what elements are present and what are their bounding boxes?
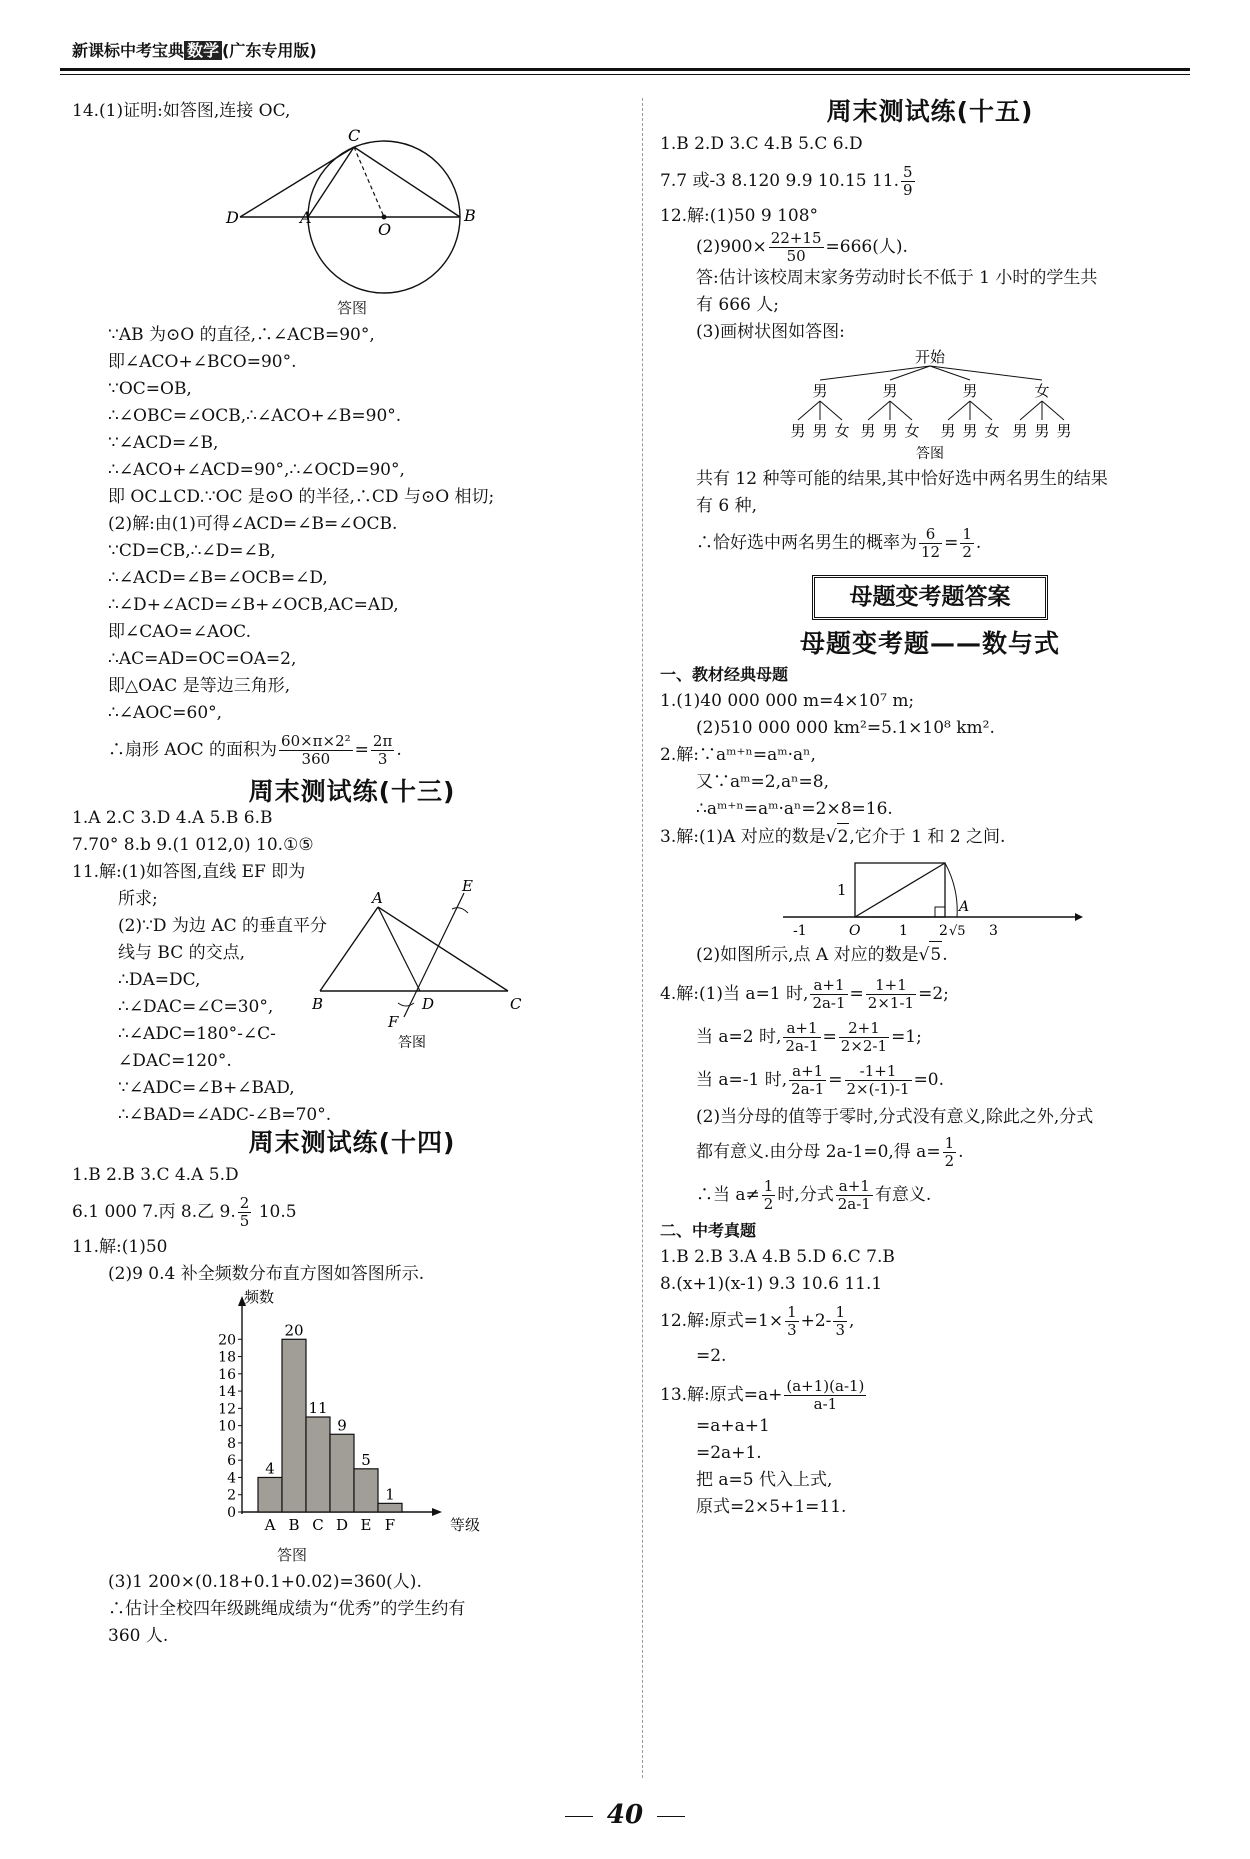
q14-lines <box>72 322 632 768</box>
denominator: 2 <box>962 543 972 561</box>
text: 6.1 000 7.丙 8.乙 9. <box>72 1202 236 1222</box>
tick-label: O <box>849 923 861 939</box>
mt-q2c: ∴aᵐ⁺ⁿ=aᵐ·aⁿ=2×8=16. <box>696 799 893 819</box>
tree-node-level2: 女 <box>834 422 850 440</box>
category-label: F <box>384 1516 396 1534</box>
text: =1; <box>891 1027 922 1047</box>
label-B: B <box>312 995 324 1013</box>
label-C: C <box>510 995 522 1013</box>
numerator: 2+1 <box>839 1020 889 1038</box>
text: ∴当 a≠ <box>696 1185 760 1205</box>
s14-l2: (2)9 0.4 补全频数分布直方图如答图所示. <box>108 1264 425 1284</box>
text: +2- <box>800 1311 832 1331</box>
text: 4.解:(1)当 a=1 时, <box>660 984 809 1004</box>
tree-node-level1: 男 <box>812 382 828 400</box>
tree-node-level2: 男 <box>790 422 806 440</box>
tree-branch <box>820 401 842 420</box>
numerator: (a+1)(a-1) <box>786 1377 865 1395</box>
y-tick-label: 8 <box>227 1435 236 1452</box>
mt-q13-line: 把 a=5 代入上式, <box>696 1470 833 1490</box>
tree-branch <box>1042 401 1064 420</box>
tree-node-level1: 男 <box>882 382 898 400</box>
s14-l4: ∴估计全校四年级跳绳成绩为“优秀”的学生约有 <box>108 1599 466 1619</box>
tree-branch <box>948 401 970 420</box>
tree-node-level2: 男 <box>1056 422 1072 440</box>
s13-row2: 7.70° 8.b 9.(1 012,0) 10.①⑤ <box>72 835 314 855</box>
s15-l3: 答:估计该校周末家务劳动时长不低于 1 小时的学生共 <box>696 268 1098 288</box>
numerator: 6 <box>919 526 942 544</box>
histogram-bar <box>378 1503 402 1512</box>
bar-value-label: 11 <box>308 1399 328 1417</box>
s14-row1: 1.B 2.B 3.C 4.A 5.D <box>72 1165 239 1185</box>
y-tick-label: 14 <box>218 1384 236 1401</box>
fraction <box>762 1178 776 1213</box>
header-rule <box>60 68 1190 71</box>
text: =2; <box>918 984 949 1004</box>
text: 12.解:原式=1× <box>660 1311 784 1331</box>
mt-q13-line: =2a+1. <box>696 1443 762 1463</box>
denominator: 2 <box>944 1152 955 1170</box>
y-tick-label: 4 <box>227 1470 236 1487</box>
s15-l4: 有 666 人; <box>696 295 779 315</box>
s13-fig-caption: 答图 <box>398 1035 426 1051</box>
mt-q13-line: =a+a+1 <box>696 1416 770 1436</box>
mt-q1a: 1.(1)40 000 000 m=4×10⁷ m; <box>660 691 915 711</box>
tree-node-level1: 男 <box>962 382 978 400</box>
tree-diagram <box>780 346 1080 466</box>
text: . <box>942 945 948 965</box>
text: 时,分式 <box>777 1185 834 1205</box>
text: 13.解:原式=a+ <box>660 1385 783 1405</box>
text: . <box>396 740 402 760</box>
s15-rest <box>660 466 1200 561</box>
histogram-bar <box>306 1417 330 1512</box>
fraction <box>901 164 915 199</box>
text: 当 a=2 时, <box>696 1027 782 1047</box>
text: 当 a=-1 时, <box>696 1070 788 1090</box>
numerator: a+1 <box>836 1178 873 1196</box>
s14-l5: 360 人. <box>108 1626 169 1646</box>
y-tick-label: 12 <box>218 1401 236 1418</box>
numerator: 22+15 <box>770 229 822 247</box>
y-tick-label: 10 <box>218 1418 236 1435</box>
s15-l5: (3)画树状图如答图: <box>696 322 845 342</box>
answer-box-title: 母题变考题答案 <box>812 575 1048 620</box>
numerator: 1 <box>763 1177 774 1195</box>
tick-label: √5 <box>949 924 966 939</box>
numerator: 1 <box>962 525 972 543</box>
q14-line: ∴AC=AD=OC=OA=2, <box>108 649 297 669</box>
y-tick-label: 6 <box>227 1453 236 1470</box>
tree-node-level2: 男 <box>882 422 898 440</box>
tick-label: 3 <box>989 923 998 939</box>
category-label: C <box>312 1516 324 1534</box>
label-E: E <box>462 879 473 895</box>
denominator: 3 <box>377 750 388 768</box>
mt-q12b: =2. <box>696 1346 727 1366</box>
mt-q4f <box>660 1178 1200 1213</box>
fraction <box>769 230 824 265</box>
category-label: D <box>335 1516 349 1534</box>
mt-q4a: 4.解:(1)当 a=1 时, $\frac{a+1}{2a-1}$ = $\frac{1+1}{2\times 1-1}$ =2; <box>660 976 949 1012</box>
perpendicular-bisector-figure <box>312 879 542 1059</box>
q14-line: ∴∠ACO+∠ACD=90°,∴∠OCD=90°, <box>108 460 405 480</box>
denominator: 5 <box>239 1212 250 1230</box>
numerator: a+1 <box>783 1020 820 1038</box>
category-label: E <box>360 1516 372 1534</box>
right-column <box>660 98 1200 1521</box>
q14-line: ∴∠AOC=60°, <box>108 703 223 723</box>
mt-q1b: (2)510 000 000 km²=5.1×10⁸ km². <box>696 718 995 738</box>
tree-node-level2: 男 <box>962 422 978 440</box>
page-number <box>0 1800 1250 1830</box>
s15-l2 <box>660 230 1200 265</box>
s15-l7: 有 6 种, <box>696 496 758 516</box>
q14-line: ∵CD=CB,∴∠D=∠B, <box>108 541 276 561</box>
q14-line: 即∠CAO=∠AOC. <box>108 622 251 642</box>
mt-q13-line: 原式=2×5+1=11. <box>696 1497 847 1517</box>
mt-q4b: 当 a=2 时, $\frac{a+1}{2a-1}$ = $\frac{2+1}{2\times 2-1}$ =1; <box>696 1019 922 1055</box>
s13-line: ∴DA=DC, <box>118 970 201 990</box>
tree-branch <box>868 401 890 420</box>
denominator: 2×2-1 <box>840 1037 888 1055</box>
fraction <box>845 1063 912 1098</box>
x-axis-arrow <box>432 1508 442 1516</box>
section-title-13: 周末测试练(十三) <box>248 777 456 806</box>
frequency-histogram <box>192 1288 512 1548</box>
s13-line: 线与 BC 的交点, <box>118 943 246 963</box>
denominator: 2×1-1 <box>867 994 915 1012</box>
fraction <box>839 1020 889 1055</box>
label-F: F <box>388 1013 399 1031</box>
mt-q12 <box>660 1304 1200 1339</box>
denominator: 2a-1 <box>812 994 846 1012</box>
tree-caption: 答图 <box>916 446 944 462</box>
y-tick-label: 2 <box>227 1487 236 1504</box>
bar-value-label: 20 <box>284 1321 304 1340</box>
page-header <box>72 38 317 61</box>
text: =666(人). <box>825 237 908 257</box>
s14-fig-caption: 答图 <box>276 1546 307 1564</box>
q14-sector-area <box>108 733 632 768</box>
tree-branch <box>820 366 930 380</box>
label-D: D <box>422 995 435 1013</box>
tree-node-level2: 女 <box>904 422 920 440</box>
page-number-text: 40 <box>606 1800 644 1830</box>
s14-l1: 11.解:(1)50 <box>72 1237 168 1257</box>
s15-l8: ∴恰好选中两名男生的概率为 $\frac{6}{12}$ = $\frac{1}{2}$ . <box>696 525 982 561</box>
q14-line: ∴∠ACD=∠B=∠OCB=∠D, <box>108 568 328 588</box>
tree-node-level2: 男 <box>1034 422 1050 440</box>
denominator: 360 <box>301 750 331 768</box>
number-line-figure <box>775 851 1085 941</box>
header-subject: 数学 <box>184 41 222 60</box>
s13-line: ∴∠BAD=∠ADC-∠B=70°. <box>118 1105 332 1125</box>
mt-sec1: 一、教材经典母题 <box>660 665 789 684</box>
fraction <box>943 1135 957 1170</box>
q14-line: ∴∠D+∠ACD=∠B+∠OCB,AC=AD, <box>108 595 399 615</box>
fraction <box>279 733 353 768</box>
tree-branch <box>930 366 1042 380</box>
numerator: 1 <box>787 1303 797 1321</box>
s14-row2 <box>72 1195 632 1230</box>
tree-branch <box>970 401 992 420</box>
mt-q3b: (2)如图所示,点 A 对应的数是√5. <box>660 941 1200 969</box>
q14-line: ∵∠ACD=∠B, <box>108 433 219 453</box>
text: . <box>958 1142 964 1162</box>
histogram-bar <box>258 1477 282 1512</box>
text: (2)如图所示,点 A 对应的数是 <box>696 945 919 965</box>
q14-line: ∵AB 为⊙O 的直径,∴∠ACB=90°, <box>108 325 375 345</box>
y-tick-label: 0 <box>227 1505 236 1521</box>
circle-tangent-figure <box>222 125 482 295</box>
denominator: 12 <box>921 543 941 561</box>
mt-q4d: (2)当分母的值等于零时,分式没有意义,除此之外,分式 <box>696 1107 1094 1127</box>
tree-node-level2: 男 <box>940 422 956 440</box>
denominator: 3 <box>835 1321 845 1339</box>
denominator: 2a-1 <box>837 1195 871 1213</box>
histogram-bar <box>330 1434 354 1512</box>
numerator: a+1 <box>789 1063 826 1081</box>
text: ∴恰好选中两名男生的概率为 <box>696 533 917 553</box>
denominator: 3 <box>787 1321 797 1339</box>
mt-r2: 8.(x+1)(x-1) 9.3 10.6 11.1 <box>660 1274 883 1294</box>
bar-value-label: 9 <box>337 1416 347 1435</box>
radicand: 2 <box>837 823 850 851</box>
s14-l3: (3)1 200×(0.18+0.1+0.02)=360(人). <box>108 1572 422 1592</box>
label-C: C <box>348 126 361 145</box>
denominator: 2 <box>763 1195 774 1213</box>
tree-node-level1: 女 <box>1034 382 1050 400</box>
label-A: A <box>300 208 312 227</box>
text: 都有意义.由分母 2a-1=0,得 a= <box>696 1142 941 1162</box>
s13-row1: 1.A 2.C 3.D 4.A 5.B 6.B <box>72 808 273 828</box>
numerator: 1 <box>944 1134 955 1152</box>
s13-line: ∴∠DAC=∠C=30°, <box>118 997 274 1017</box>
text: (2)900× <box>696 237 767 257</box>
y-tick-label: 16 <box>218 1366 236 1383</box>
numerator: 1+1 <box>866 977 916 995</box>
section-title-14: 周末测试练(十四) <box>248 1128 456 1157</box>
text: 7.7 或-3 8.120 9.9 10.15 11. <box>660 171 900 191</box>
label-A: A <box>372 889 383 907</box>
header-edition: (广东专用版) <box>222 41 317 60</box>
bar-value-label: 5 <box>361 1450 371 1469</box>
fraction <box>238 1195 252 1230</box>
text: 10.5 <box>253 1202 297 1222</box>
fraction <box>810 977 847 1012</box>
fraction <box>919 526 942 561</box>
s15-l6: 共有 12 种等可能的结果,其中恰好选中两名男生的结果 <box>696 469 1108 489</box>
mt-q4e <box>660 1135 1200 1170</box>
numerator: -1+1 <box>845 1063 912 1081</box>
fraction <box>371 733 394 768</box>
category-label: B <box>288 1516 300 1534</box>
q14-line: ∴∠OBC=∠OCB,∴∠ACO+∠B=90°. <box>108 406 402 426</box>
y-tick-label: 18 <box>218 1349 236 1366</box>
fraction <box>784 1378 866 1413</box>
section-title-15: 周末测试练(十五) <box>826 97 1034 126</box>
s13-q11-block <box>72 859 632 1129</box>
y-tick-label: 20 <box>218 1332 236 1349</box>
tree-branch <box>1020 401 1042 420</box>
s13-line: ∠DAC=120°. <box>118 1051 232 1071</box>
category-label: A <box>264 1516 276 1534</box>
fraction <box>866 977 916 1012</box>
mt-title: 母题变考题——数与式 <box>799 629 1060 658</box>
histogram-bar <box>282 1339 306 1512</box>
mt-q2a: 2.解:∵aᵐ⁺ⁿ=aᵐ·aⁿ, <box>660 745 816 765</box>
label-D: D <box>226 208 239 227</box>
text: ,它介于 1 和 2 之间. <box>849 827 1006 847</box>
q14-line: 即∠ACO+∠BCO=90°. <box>108 352 297 372</box>
mt-r1: 1.B 2.B 3.A 4.B 5.D 6.C 7.B <box>660 1247 895 1267</box>
q14-line: 即 OC⊥CD.∵OC 是⊙O 的半径,∴CD 与⊙O 相切; <box>108 487 495 507</box>
numerator: 5 <box>903 163 913 181</box>
column-divider <box>642 98 643 1778</box>
s13-line: (2)∵D 为边 AC 的垂直平分 <box>118 916 328 936</box>
q14-intro: 14.(1)证明:如答图,连接 OC, <box>72 101 291 121</box>
numerator: 60×π×2² <box>281 732 351 750</box>
fraction <box>836 1178 873 1213</box>
fraction <box>833 1304 847 1339</box>
s13-line: 所求; <box>118 889 158 909</box>
x-axis-label: 等级 <box>450 1516 481 1534</box>
y-axis-label: 频数 <box>244 1288 275 1306</box>
text: =0. <box>913 1070 945 1090</box>
mt-q2b: 又∵aᵐ=2,aⁿ=8, <box>696 772 829 792</box>
numerator: 1 <box>835 1303 845 1321</box>
s15-row1: 1.B 2.D 3.C 4.B 5.C 6.D <box>660 134 863 154</box>
q14-line: 即△OAC 是等边三角形, <box>108 676 291 696</box>
q14-line: (2)解:由(1)可得∠ACD=∠B=∠OCB. <box>108 514 398 534</box>
denominator: 9 <box>903 181 913 199</box>
s13-line: ∵∠ADC=∠B+∠BAD, <box>118 1078 295 1098</box>
label-B: B <box>464 206 476 225</box>
q14-line: ∵OC=OB, <box>108 379 192 399</box>
header-rule-thin <box>60 74 1190 75</box>
tree-node-level2: 女 <box>984 422 1000 440</box>
mt-q4c: 当 a=-1 时, $\frac{a+1}{2a-1}$ = $\frac{-1+1}{2\times(-1)-1}$ =0. <box>696 1062 945 1098</box>
tree-branch <box>798 401 820 420</box>
denominator: 2×(-1)-1 <box>846 1080 910 1098</box>
s15-l1: 12.解:(1)50 9 108° <box>660 206 819 226</box>
fraction <box>789 1063 826 1098</box>
bar-value-label: 1 <box>385 1485 395 1504</box>
text: 3.解:(1)A 对应的数是 <box>660 827 826 847</box>
tick-label: -1 <box>793 923 807 939</box>
text: = <box>354 740 369 760</box>
denominator: 2a-1 <box>791 1080 825 1098</box>
histogram-bar <box>354 1469 378 1512</box>
label-A: A <box>959 899 970 915</box>
text: 有意义. <box>874 1185 932 1205</box>
tick-label: 2 <box>939 923 948 939</box>
header-series: 新课标中考宝典 <box>72 41 185 60</box>
q14-fig-caption: 答图 <box>336 299 367 317</box>
tree-root: 开始 <box>914 348 946 366</box>
left-column <box>72 98 632 1650</box>
tick-label: 1 <box>899 923 908 939</box>
fraction <box>960 526 974 561</box>
tree-branch <box>890 401 912 420</box>
fraction <box>785 1304 799 1339</box>
radicand: 5 <box>929 941 942 969</box>
denominator: a-1 <box>813 1395 838 1413</box>
numerator: 2 <box>239 1194 250 1212</box>
denominator: 50 <box>786 247 806 265</box>
bar-value-label: 4 <box>265 1459 275 1478</box>
label-O: O <box>378 220 392 239</box>
denominator: 2a-1 <box>785 1037 819 1055</box>
numerator: 2π <box>372 732 393 750</box>
s13-line: ∴∠ADC=180°-∠C- <box>118 1024 276 1044</box>
s13-line: 11.解:(1)如答图,直线 EF 即为 <box>72 862 306 882</box>
mt-q3a: 3.解:(1)A 对应的数是√2,它介于 1 和 2 之间. <box>660 823 1200 851</box>
mt-q13 <box>660 1378 1200 1413</box>
numerator: a+1 <box>810 977 847 995</box>
tree-node-level2: 男 <box>860 422 876 440</box>
text: , <box>848 1311 855 1331</box>
mt-sec2: 二、中考真题 <box>660 1221 757 1240</box>
tree-node-level2: 男 <box>812 422 828 440</box>
tree-node-level2: 男 <box>1012 422 1028 440</box>
s15-row2 <box>660 164 1200 199</box>
text: ∴扇形 AOC 的面积为 <box>108 740 278 760</box>
fraction <box>783 1020 820 1055</box>
label-one: 1 <box>837 881 847 899</box>
